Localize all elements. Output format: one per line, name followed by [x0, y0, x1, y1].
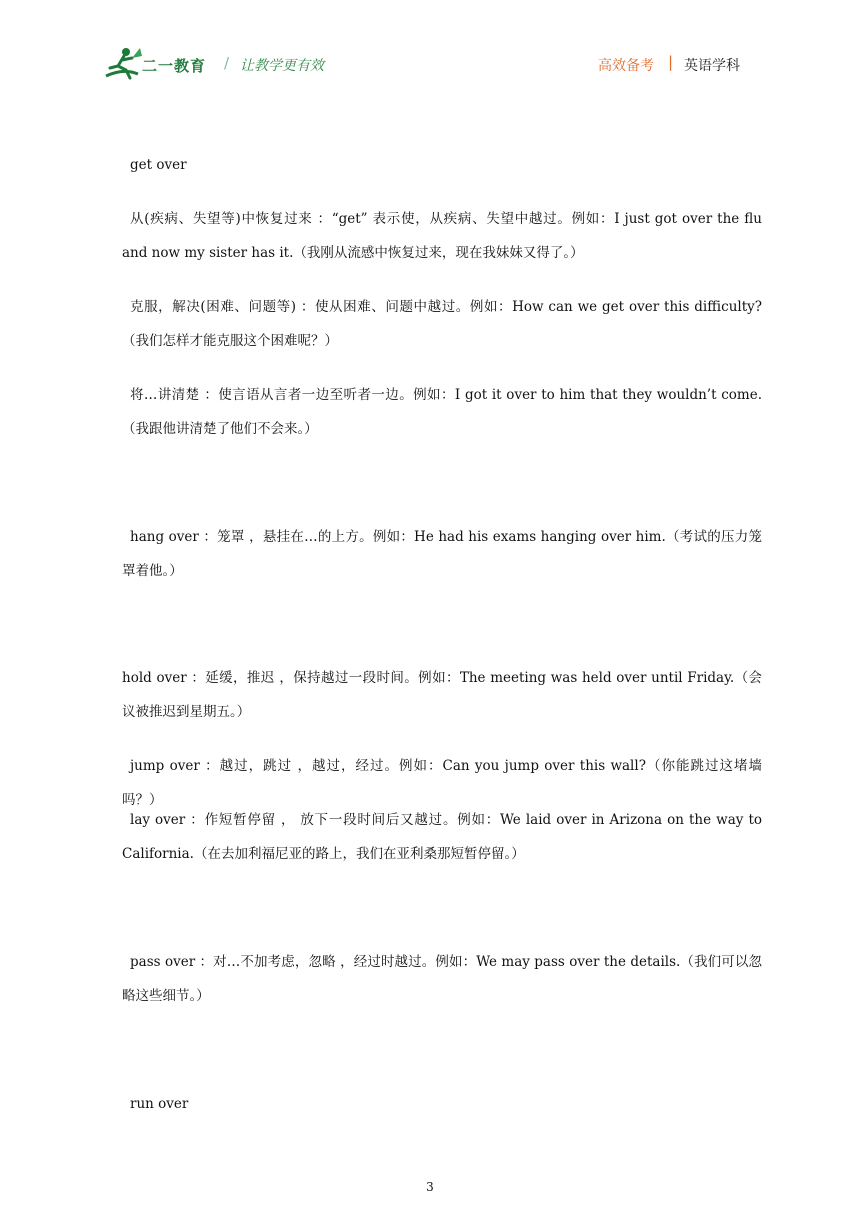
- header-tag: 高效备考: [598, 58, 654, 74]
- header-divider: /: [224, 54, 230, 72]
- header-separator: |: [668, 53, 674, 71]
- paragraph-pass-over: pass over ：对…不加考虑，忽略 ，经过时越过。例如：We may pass over the details.（我们可以忽略这些细节。）: [122, 954, 762, 1004]
- paragraph-get-over-sense-3: 将…讲清楚 ：使言语从言者一边至听者一边。例如：I got it over to him that they wouldn’t come.（我跟他讲清楚了他们不会来。）: [122, 387, 762, 437]
- page-header: [0, 0, 860, 110]
- paragraph-hang-over: hang over ：笼罩 ，悬挂在…的上方。例如：He had his exams hanging over him.（考试的压力笼罩着他。）: [122, 529, 762, 579]
- paragraph-run-over-title: run over: [130, 1096, 189, 1112]
- brand-slogan: 让教学更有效: [240, 58, 324, 74]
- paragraph-get-over-sense-2: 克服，解决(困难、问题等) ：使从困难、问题中越过。例如：How can we get over this difficulty?（我们怎样才能克服这个困难呢？）: [122, 299, 762, 349]
- paragraph-get-over-sense-1: 从(疾病、失望等)中恢复过来 ：“get” 表示使，从疾病、失望中越过。例如：I just got over the flu and now my sister has it.（我刚从流感中恢复过来，现在我妹妹又得了。）: [122, 211, 762, 261]
- brand-name: 二一教育: [142, 57, 207, 75]
- paragraph-lay-over: lay over ：作短暂停留 ， 放下一段时间后又越过。例如：We laid over in Arizona on the way to California.（在去加利福尼亚的路上，我们在亚利桑那短暂停留。）: [122, 812, 762, 862]
- header-subject: 英语学科: [684, 58, 740, 74]
- paragraph-get-over-title: get over: [130, 157, 187, 173]
- paragraph-hold-over: hold over ：延缓，推迟 ，保持越过一段时间。例如：The meeting was held over until Friday.（会议被推迟到星期五。）: [122, 670, 762, 720]
- page-number: 3: [426, 1180, 434, 1194]
- paragraph-jump-over: jump over ：越过，跳过 ，越过，经过。例如：Can you jump over this wall?（你能跳过这堵墙吗？）: [122, 758, 762, 808]
